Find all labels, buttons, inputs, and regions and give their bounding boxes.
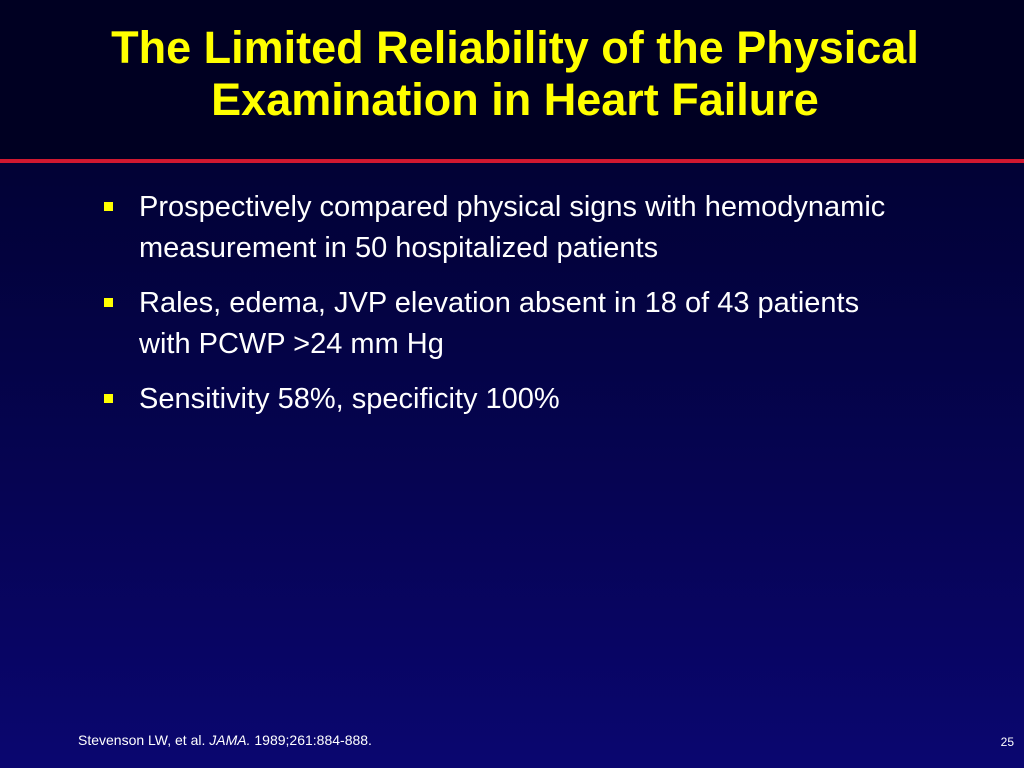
square-bullet-icon bbox=[104, 202, 113, 211]
bullet-item bbox=[100, 187, 900, 269]
bullet-item bbox=[100, 379, 900, 420]
page-number: 25 bbox=[1000, 735, 1014, 749]
slide-title: The Limited Reliability of the Physical Examination in Heart Failure bbox=[111, 22, 919, 125]
citation-details: 1989;261:884-888. bbox=[254, 732, 372, 748]
citation-authors: Stevenson LW, et al. bbox=[78, 732, 206, 748]
square-bullet-icon bbox=[104, 394, 113, 403]
bullet-text: Rales, edema, JVP elevation absent in 18 of 43 patients with PCWP >24 mm Hg bbox=[139, 287, 860, 360]
square-bullet-icon bbox=[104, 298, 113, 307]
bullet-list bbox=[100, 187, 900, 434]
title-area bbox=[0, 0, 1024, 160]
bullet-text: Prospectively compared physical signs with hemodynamic measurement in 50 hospitalized patients bbox=[139, 191, 886, 264]
citation-journal: JAMA. bbox=[209, 732, 251, 748]
bullet-text: Sensitivity 58%, specificity 100% bbox=[139, 383, 560, 415]
title-divider bbox=[0, 159, 1024, 163]
bullet-item bbox=[100, 283, 900, 365]
citation bbox=[78, 731, 372, 749]
